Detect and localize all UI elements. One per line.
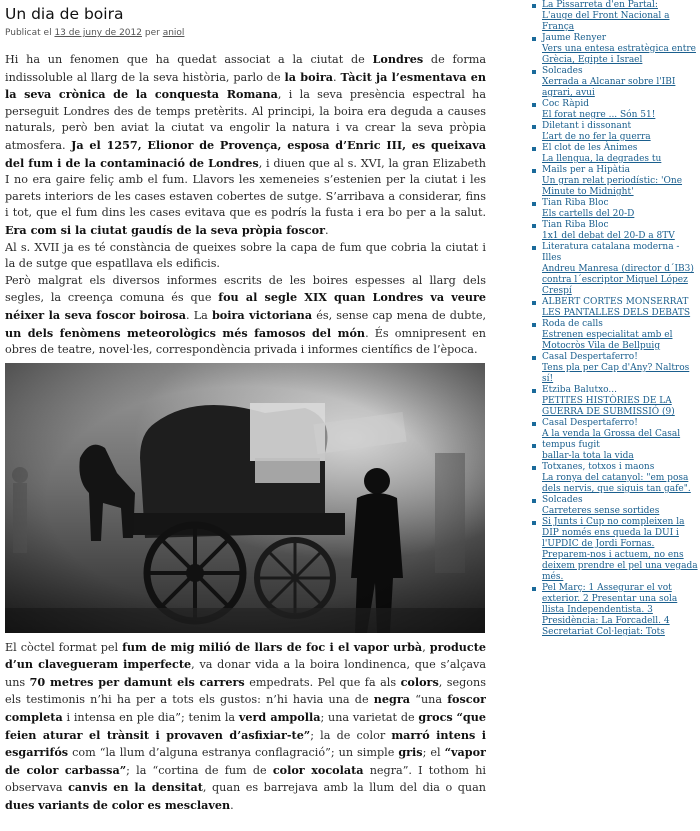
bold-text: dues variants de color es mesclaven [5, 798, 231, 813]
feed-post-link[interactable]: Xerrada a Alcanar sobre l'IBI agrari, avui [542, 77, 676, 98]
bullet-icon [532, 202, 536, 206]
bullet-icon [532, 521, 536, 525]
paragraph [5, 639, 486, 815]
bullet-icon [532, 356, 536, 360]
post-body [5, 51, 486, 815]
bold-text: producte d’un clavegueram imperfecte [5, 639, 486, 672]
feed-item [529, 242, 700, 297]
feed-source: Etziba Balutxo... [542, 385, 617, 395]
feed-source: Mails per a Hipàtia [542, 165, 631, 175]
feed-item [529, 198, 700, 220]
feed-item [529, 99, 700, 121]
feed-item [529, 418, 700, 440]
feed-source: Coc Ràpid [542, 99, 589, 109]
body-text: . La [185, 308, 212, 322]
bullet-icon [532, 389, 536, 393]
paragraph [5, 240, 486, 273]
bold-text: Tàcit ja l’esmentava en la seva crònica de la conquesta Romana [5, 69, 486, 102]
bullet-icon [532, 444, 536, 448]
feed-item [529, 165, 700, 198]
feed-post-link[interactable]: A la venda la Grossa del Casal [542, 429, 681, 439]
body-text: Hi ha un fenomen que ha quedat associat a la ciutat de [5, 53, 373, 66]
feed-source: Casal Despertaferro! [542, 352, 638, 362]
feed-post-link[interactable]: ballar-la tota la vida [542, 451, 634, 461]
feed-source: Literatura catalana moderna - Illes [542, 242, 680, 263]
bullet-icon [532, 103, 536, 107]
body-text: com “la llum d’alguna estranya conflagració”; un simple [68, 746, 399, 760]
feed-source: Tian Riba Bloc [542, 220, 609, 230]
body-text: , va donar vida a la boira londinenca, que s’alçava uns [5, 658, 486, 689]
bullet-icon [532, 4, 536, 8]
feed-post-link[interactable]: Els cartells del 20-D [542, 209, 635, 219]
bold-text: fou al segle XIX quan Londres va veure néixer la seva foscor boirosa [5, 290, 486, 322]
feed-item [529, 495, 700, 517]
bullet-icon [532, 466, 536, 470]
feed-item [529, 66, 700, 99]
bold-text: verd ampolla [238, 710, 321, 725]
by-label: per [144, 28, 160, 38]
body-text: i intensa en ple dia”; tenim la [62, 711, 239, 725]
feed-source: Totxanes, totxos i maons [542, 462, 655, 472]
bullet-icon [532, 587, 536, 591]
feed-post-link[interactable]: La llengua, la degrades tu [542, 154, 662, 164]
body-text: ; una varietat de [320, 711, 419, 725]
feed-post-link[interactable]: Carreteres sense sortides [542, 506, 660, 516]
blog-feed-sidebar [529, 0, 700, 831]
feed-source: Roda de calls [542, 319, 603, 329]
feed-post-link[interactable]: El forat negre ... Són 51! [542, 110, 656, 120]
body-text: , i diuen que al s. XVI, la gran Elizabeth I no era gaire feliç amb el fum. Llavors les xemeneies s’estenien per la ciutat i les parets interiors de les cases estaven cobertes de sutge. S’arribava a considerar, fins i tot, que el fum dins les cases evitava que es podrís la fusta i era bo per a la salut. [5, 156, 486, 220]
bold-text: negra [373, 692, 411, 707]
body-text: ; la “cortina de fum de [126, 763, 273, 777]
feed-source: ALBERT CORTES MONSERRAT [542, 297, 689, 307]
feed-item [529, 385, 700, 418]
body-text: és, sense cap mena de dubte, [312, 308, 486, 322]
bold-text: la boira [284, 69, 333, 84]
bold-text: “que feien aturar el trànsit i provaven d’asfixiar-te” [5, 710, 486, 742]
bold-text: gris [398, 745, 423, 760]
body-text: , segons els testimonis n’hi ha per a tots els gustos: n’hi havia una de [5, 675, 486, 707]
body-text: , i la seva presència espectral ha perseguit Londres des de temps pretèrits. Al principi, la boira era deguda a causes naturals, però ben aviat la ciutat va engolir la natura i va crear la seva pròpia atmosfera. [5, 88, 486, 152]
post-title[interactable]: Un dia de boira [5, 5, 124, 23]
post-meta [5, 27, 486, 39]
published-label: Publicat el [5, 28, 52, 38]
feed-post-link[interactable]: L'auge del Front Nacional a França [542, 11, 670, 32]
feed-post-link[interactable]: 1x1 del debat del 20-D a 8TV [542, 231, 675, 241]
feed-item [529, 517, 700, 583]
feed-post-link[interactable]: Estrenen especialitat amb el Motocròs Vila de Bellpuig [542, 330, 673, 351]
bold-text: marró intens i esgarrifós [5, 727, 486, 760]
feed-item [529, 319, 700, 352]
bold-text: Londres [372, 52, 424, 66]
bullet-icon [532, 147, 536, 151]
bold-text: colors [400, 674, 439, 689]
feed-source: Diletant i dissonant [542, 121, 632, 131]
feed-post-link[interactable]: LES PANTALLES DELS DEBATS [542, 308, 691, 318]
post-date-link[interactable]: 13 de juny de 2012 [54, 28, 142, 38]
feed-item [529, 33, 700, 66]
bold-text: foscor completa [5, 692, 486, 725]
body-text: “una [410, 693, 448, 707]
feed-source: Solcades [542, 66, 583, 76]
bold-text: canvis en la densitat [68, 780, 203, 795]
body-text: de forma indissoluble al llarg de la seva història, parlo de [5, 53, 486, 84]
bold-text: grocs [418, 710, 453, 725]
feed-item [529, 440, 700, 462]
feed-post-link[interactable]: Andreu Manresa (director d´IB3) contra l´escriptor Miquel López Crespí [542, 264, 694, 296]
feed-source: Tian Riba Bloc [542, 198, 609, 208]
bold-text: boira victoriana [211, 307, 313, 322]
feed-source: Casal Despertaferro! [542, 418, 638, 428]
feed-post-link[interactable]: Vers una entesa estratègica entre Grècia, Egipte i Israel [542, 44, 696, 65]
feed-item [529, 583, 700, 638]
feed-post-link[interactable]: Si Junts i Cup no compleixen la DIP només ens queda la DUI i l'UPDIC de Jordi Fornas. Preparem-nos i actuem, no ens deixem prendre el pel una vegada més. [542, 517, 698, 582]
feed-post-link[interactable]: Pel Març: 1 Assegurar el vot exterior. 2 Presentar una sola llista Independentista. 3 Presidència: La Forcadell. 4 Secretariat Col·legiat: Tots [542, 583, 678, 637]
bullet-icon [532, 169, 536, 173]
body-text: , [422, 640, 430, 654]
feed-post-link[interactable]: La ronya del catanyol: "em posa dels nervis, que siguis tan gafe". [542, 473, 691, 494]
feed-post-link[interactable]: L’art de no fer la guerra [542, 132, 651, 142]
bullet-icon [532, 125, 536, 129]
body-text: Però malgrat els diversos informes escrits de les boires espesses al llarg dels segles, la creença comuna és que [5, 273, 486, 305]
body-text: empedrats. Pel que fa als [244, 675, 401, 689]
bullet-icon [532, 246, 536, 250]
body-text: ; la de color [310, 728, 392, 742]
bullet-icon [532, 301, 536, 305]
post-author-link[interactable]: aniol [162, 28, 185, 38]
body-text: ; el [422, 746, 445, 760]
feed-post-link[interactable]: Un gran relat periodístic: 'One Minute to Midnight' [542, 176, 683, 197]
feed-post-link[interactable]: La Pissarreta d'en Partal: [542, 0, 658, 10]
body-text: El còctel format pel [5, 640, 123, 654]
bold-text: fum de mig milió de llars de foc i el vapor urbà [122, 639, 423, 654]
feed-post-link[interactable]: Tens pla per Cap d'Any? Naltros sí! [542, 363, 690, 384]
body-text: , quan es barrejava amb la llum del dia o quan [202, 781, 486, 795]
body-text: . [324, 223, 329, 237]
bullet-icon [532, 70, 536, 74]
bold-text: “vapor de color carbassa” [5, 745, 486, 777]
paragraph [5, 51, 486, 240]
feed-item [529, 220, 700, 242]
body-text: . És omnipresent en obres de teatre, novel·les, correspondència privada i informes científics de l’època. [5, 326, 486, 357]
paragraph [5, 273, 486, 359]
feed-source: Solcades [542, 495, 583, 505]
bullet-icon [532, 224, 536, 228]
bold-text: Era com si la ciutat gaudís de la seva pròpia foscor [5, 222, 325, 237]
feed-item [529, 143, 700, 165]
feed-source: Jaume Renyer [542, 33, 607, 43]
blog-post [5, 4, 486, 831]
bold-text: un dels fenòmens meteorològics més famosos del món [5, 325, 366, 340]
body-text: . [230, 799, 234, 813]
feed-item [529, 462, 700, 495]
feed-source: tempus fugit [542, 440, 600, 450]
bullet-icon [532, 422, 536, 426]
feed-post-link[interactable]: PETITES HISTÒRIES DE LA GUERRA DE SUBMISSIÓ (9) [542, 396, 675, 417]
body-text: negra”. I tothom hi observava [5, 763, 486, 795]
bullet-icon [532, 37, 536, 41]
bullet-icon [532, 499, 536, 503]
feed-item [529, 121, 700, 143]
bold-text: 70 metres per damunt els carrers [29, 674, 245, 689]
bold-text: Ja el 1257, Elionor de Provença, esposa d’Enric III, es queixava del fum i de la contaminació de Londres [5, 137, 486, 170]
feed-item [529, 0, 700, 33]
bold-text: color xocolata [272, 762, 364, 777]
body-text: . [333, 70, 341, 84]
feed-item [529, 297, 700, 319]
bullet-icon [532, 323, 536, 327]
body-text: Al s. XVII ja es té constància de queixes sobre la capa de fum que cobria la ciutat i la de sutge que espatllava els edificis. [5, 240, 486, 271]
foggy-horse-cart-photo [5, 363, 485, 633]
feed-item [529, 352, 700, 385]
feed-source: El clot de les Ànimes [542, 143, 638, 153]
